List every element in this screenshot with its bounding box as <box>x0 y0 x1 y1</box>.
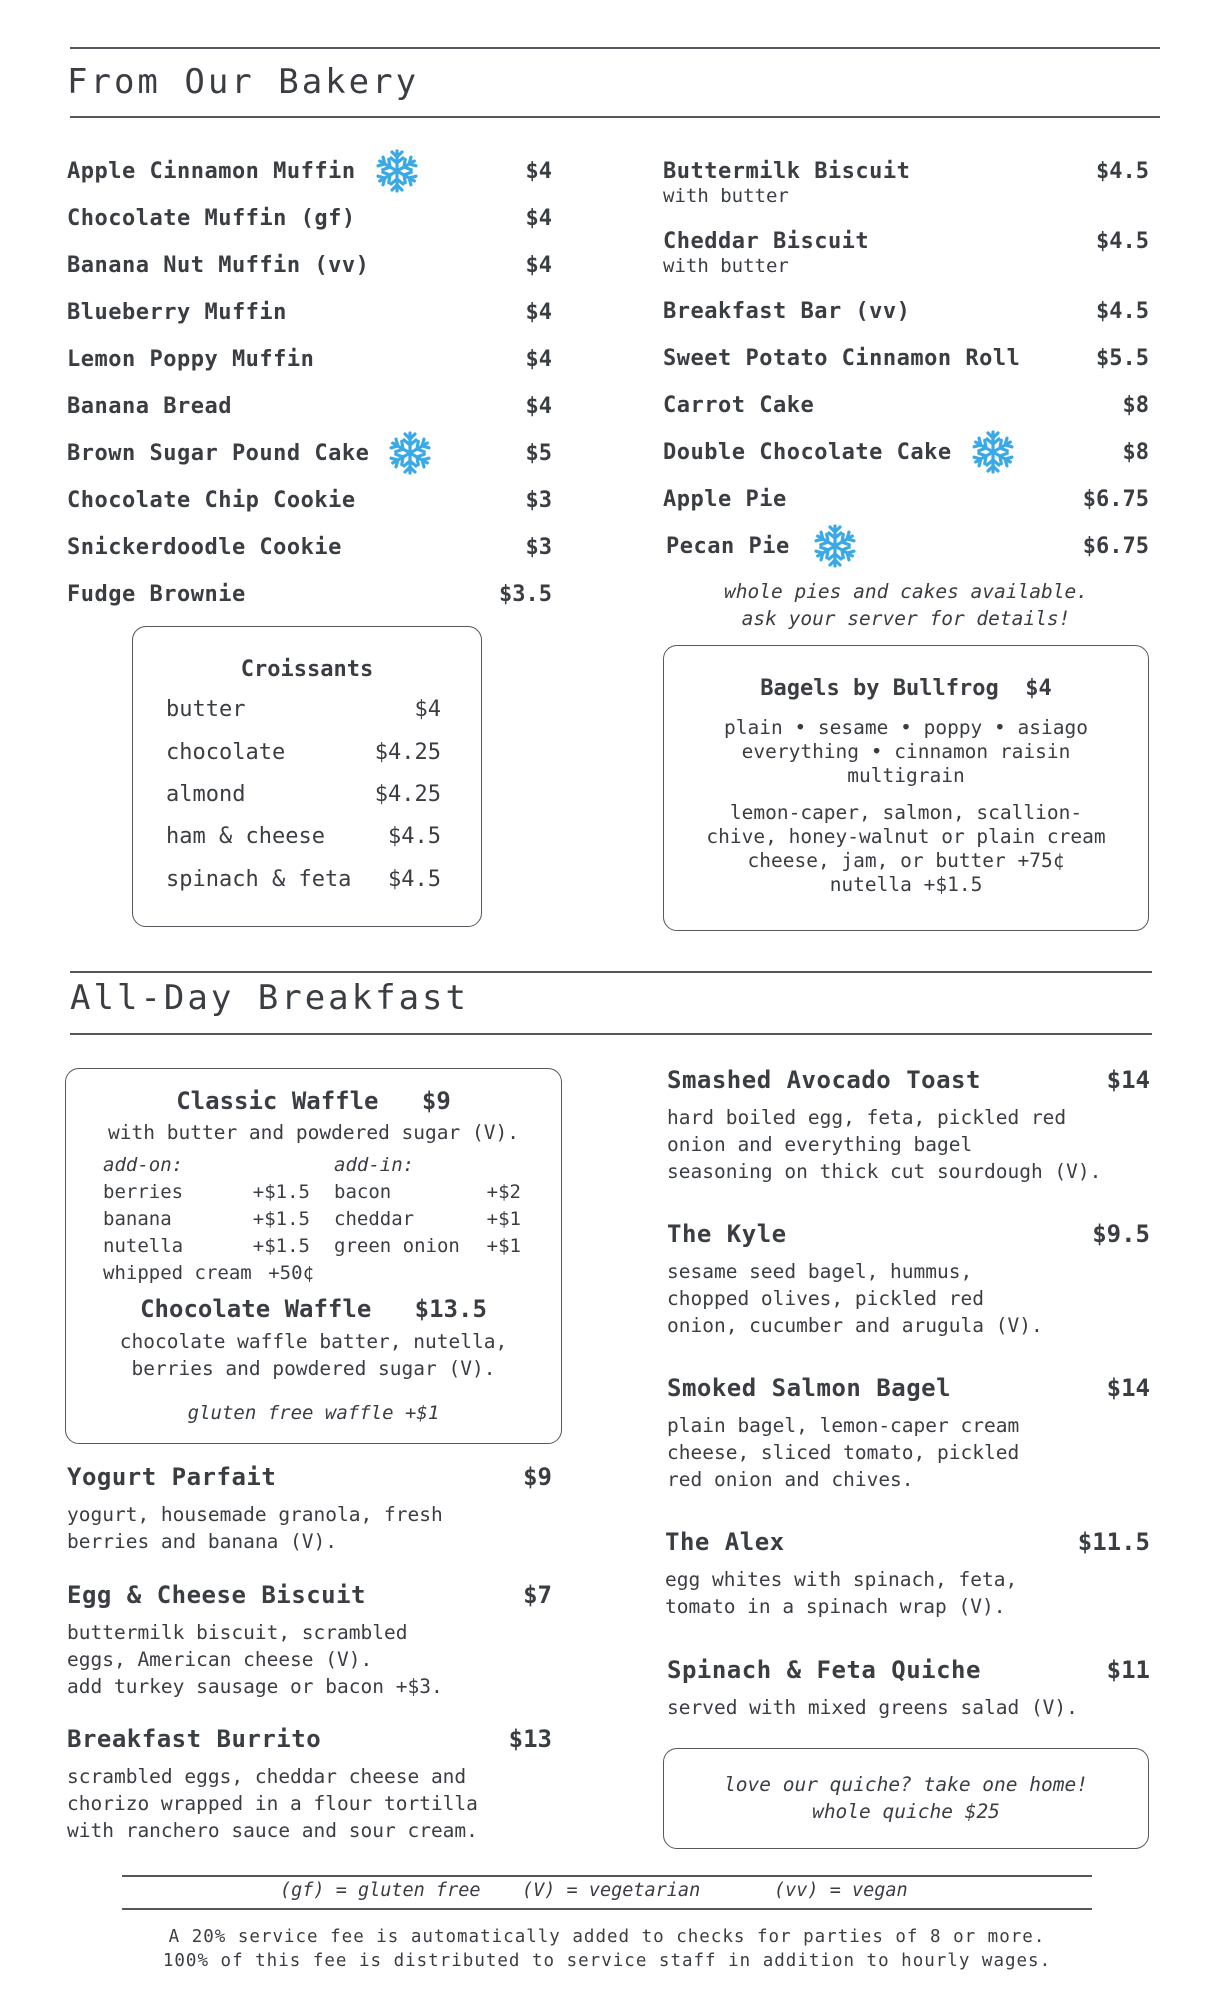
croissant-item <box>166 697 441 722</box>
item-name: The Kyle <box>667 1220 787 1248</box>
item-description-line: sesame seed bagel, hummus, <box>667 1260 973 1283</box>
item-description-line: egg whites with spinach, feta, <box>665 1568 1018 1591</box>
addin-name: bacon <box>334 1181 392 1203</box>
item-description <box>667 1412 1019 1493</box>
bakery-item <box>67 250 552 280</box>
classic-waffle-title-row <box>66 1087 561 1115</box>
item-description-line: buttermilk biscuit, scrambled <box>67 1621 408 1644</box>
item-price: $14 <box>1106 1066 1150 1094</box>
croissant-item <box>166 824 441 849</box>
item-description <box>667 1258 1043 1339</box>
addin-name: cheddar <box>334 1208 415 1230</box>
item-description-line: add turkey sausage or bacon +$3. <box>67 1675 443 1698</box>
bakery-item <box>663 390 1149 420</box>
croissant-price: $4.25 <box>374 740 441 765</box>
croissant-price: $4.5 <box>388 824 441 849</box>
croissant-price: $4.5 <box>388 867 441 892</box>
item-price: $4.5 <box>1096 228 1149 254</box>
item-name: Chocolate Muffin (gf) <box>67 205 356 231</box>
addon-name: berries <box>103 1181 184 1203</box>
item-name: Blueberry Muffin <box>67 299 287 325</box>
item-price: $7 <box>523 1581 552 1609</box>
classic-waffle-title: Classic Waffle <box>176 1087 379 1115</box>
item-name: Fudge Brownie <box>67 581 246 607</box>
bakery-item <box>663 226 1149 256</box>
item-price: $4.5 <box>1096 298 1149 324</box>
addin-item <box>334 1181 521 1203</box>
item-name: The Alex <box>665 1528 785 1556</box>
item-price: $11 <box>1106 1656 1150 1684</box>
item-description <box>67 1619 443 1700</box>
item-name: Smoked Salmon Bagel <box>667 1374 952 1402</box>
item-name: Banana Bread <box>67 393 232 419</box>
breakfast-item <box>67 1462 552 1492</box>
item-name: Smashed Avocado Toast <box>667 1066 981 1094</box>
item-name: Banana Nut Muffin (vv) <box>67 252 370 278</box>
addon-name: banana <box>103 1208 172 1230</box>
item-price: $6.75 <box>1082 486 1149 512</box>
item-description-line: berries and banana (V). <box>67 1530 338 1553</box>
section-top-rule <box>70 971 1152 973</box>
breakfast-section-title: All-Day Breakfast <box>70 978 469 1018</box>
breakfast-item <box>667 1065 1150 1095</box>
service-fee-line: A 20% service fee is automatically added to checks for parties of 8 or more. <box>168 1927 1046 1947</box>
addon-name: whipped cream <box>103 1262 252 1284</box>
bakery-item <box>67 485 552 515</box>
bagel-spreads-line: nutella +$1.5 <box>829 873 983 896</box>
croissant-item <box>166 782 441 807</box>
item-description-line: plain bagel, lemon-caper cream <box>667 1414 1020 1437</box>
item-price: $6.75 <box>1082 533 1149 559</box>
croissant-item <box>166 740 441 765</box>
item-subtitle: with butter <box>663 255 789 277</box>
bakery-item <box>663 296 1149 326</box>
breakfast-item <box>665 1527 1150 1557</box>
snowflake-icon <box>970 429 1016 475</box>
whole-pies-note-line1: whole pies and cakes available. <box>724 580 1088 603</box>
item-name: Carrot Cake <box>663 392 815 418</box>
item-price: $9 <box>523 1463 552 1491</box>
croissant-price: $4 <box>414 697 441 722</box>
item-description <box>667 1694 1078 1721</box>
addon-item <box>103 1181 310 1203</box>
item-description-line: cheese, sliced tomato, pickled <box>667 1441 1020 1464</box>
item-name: Brown Sugar Pound Cake <box>67 440 370 466</box>
addon-price: +50¢ <box>268 1262 314 1284</box>
croissant-name: ham & cheese <box>166 824 325 849</box>
item-description-line: tomato in a spinach wrap (V). <box>665 1595 1006 1618</box>
addin-price: +$1 <box>486 1208 521 1230</box>
legend-bottom-rule <box>122 1908 1092 1910</box>
bagel-flavors <box>664 716 1148 788</box>
breakfast-item <box>667 1219 1150 1249</box>
item-name: Chocolate Chip Cookie <box>67 487 356 513</box>
bakery-item <box>67 438 552 468</box>
addin-item <box>334 1235 521 1257</box>
croissant-name: almond <box>166 782 246 807</box>
addon-item <box>103 1235 310 1257</box>
bagel-flavors-line: everything • cinnamon raisin <box>741 740 1071 763</box>
item-description-line: with ranchero sauce and sour cream. <box>67 1819 478 1842</box>
item-name: Apple Cinnamon Muffin <box>67 158 356 184</box>
addin-label: add-in: <box>334 1154 415 1176</box>
item-description <box>67 1763 478 1844</box>
item-description-line: seasoning on thick cut sourdough (V). <box>667 1160 1102 1183</box>
item-description <box>667 1104 1101 1185</box>
section-title-rule <box>70 116 1160 118</box>
service-fee-note <box>0 1925 1214 1973</box>
bakery-item <box>67 532 552 562</box>
item-price: $13 <box>508 1725 552 1753</box>
item-price: $4.5 <box>1096 158 1149 184</box>
item-name: Cheddar Biscuit <box>663 228 870 254</box>
croissant-item <box>166 867 441 892</box>
addon-label: add-on: <box>103 1154 184 1176</box>
bakery-item <box>67 579 552 609</box>
item-price: $4 <box>525 299 552 325</box>
item-price: $3 <box>525 487 552 513</box>
chocolate-waffle-desc-line: berries and powdered sugar (V). <box>131 1357 496 1380</box>
item-name: Snickerdoodle Cookie <box>67 534 342 560</box>
item-name: Double Chocolate Cake <box>663 439 952 465</box>
breakfast-item <box>667 1373 1150 1403</box>
item-price: $4 <box>525 346 552 372</box>
chocolate-waffle-desc-line: chocolate waffle batter, nutella, <box>119 1330 508 1353</box>
snowflake-icon <box>387 430 433 476</box>
item-name: Breakfast Burrito <box>67 1725 322 1753</box>
item-price: $5.5 <box>1096 345 1149 371</box>
item-price: $14 <box>1106 1374 1150 1402</box>
croissant-name: spinach & feta <box>166 867 352 892</box>
bakery-item <box>67 156 552 186</box>
addon-price: +$1.5 <box>252 1208 310 1230</box>
croissant-price: $4.25 <box>374 782 441 807</box>
bakery-item <box>663 343 1149 373</box>
item-description-line: red onion and chives. <box>667 1468 914 1491</box>
item-price: $8 <box>1122 439 1149 465</box>
breakfast-item <box>67 1580 552 1610</box>
item-price: $4 <box>525 205 552 231</box>
item-description-line: served with mixed greens salad (V). <box>667 1696 1078 1719</box>
item-description-line: chopped olives, pickled red <box>667 1287 984 1310</box>
item-price: $4 <box>525 158 552 184</box>
whole-pies-note <box>663 578 1149 632</box>
bagel-spreads-line: cheese, jam, or butter +75¢ <box>747 849 1065 872</box>
item-price: $11.5 <box>1077 1528 1150 1556</box>
croissants-box <box>132 626 482 927</box>
item-price: $3 <box>525 534 552 560</box>
legend-vegan: (vv) = vegan <box>774 1880 908 1901</box>
whole-pies-note-line2: ask your server for details! <box>741 607 1071 630</box>
bagels-box <box>663 645 1149 931</box>
item-price: $4 <box>525 252 552 278</box>
croissant-name: butter <box>166 697 246 722</box>
addin-price: +$2 <box>486 1181 521 1203</box>
addon-price: +$1.5 <box>252 1235 310 1257</box>
item-name: Spinach & Feta Quiche <box>667 1656 981 1684</box>
classic-waffle-desc: with butter and powdered sugar (V). <box>108 1121 519 1144</box>
item-name: Breakfast Bar (vv) <box>663 298 911 324</box>
croissants-title: Croissants <box>240 657 374 682</box>
item-description-line: onion, cucumber and arugula (V). <box>667 1314 1043 1337</box>
breakfast-item <box>667 1655 1150 1685</box>
item-description-line: hard boiled egg, feta, pickled red <box>667 1106 1067 1129</box>
item-name: Buttermilk Biscuit <box>663 158 911 184</box>
item-description <box>665 1566 1017 1620</box>
item-description-line: yogurt, housemade granola, fresh <box>67 1503 443 1526</box>
quiche-box <box>663 1748 1149 1849</box>
bagel-flavors-line: plain • sesame • poppy • asiago <box>724 716 1088 739</box>
quiche-box-text <box>664 1771 1148 1825</box>
bakery-item <box>67 344 552 374</box>
classic-waffle-price: $9 <box>421 1087 451 1115</box>
bakery-item <box>663 484 1149 514</box>
addin-price: +$1 <box>486 1235 521 1257</box>
item-description-line: scrambled eggs, cheddar cheese and <box>67 1765 467 1788</box>
bakery-item <box>67 391 552 421</box>
item-name: Sweet Potato Cinnamon Roll <box>663 345 1021 371</box>
bagel-spreads-line: lemon-caper, salmon, scallion- <box>729 801 1083 824</box>
item-price: $9.5 <box>1092 1220 1150 1248</box>
addon-price: +$1.5 <box>252 1181 310 1203</box>
item-name: Egg & Cheese Biscuit <box>67 1581 366 1609</box>
item-description-line: chorizo wrapped in a flour tortilla <box>67 1792 478 1815</box>
bakery-item <box>67 203 552 233</box>
section-top-rule <box>70 47 1160 49</box>
chocolate-waffle-desc <box>66 1328 561 1382</box>
addon-item <box>103 1262 314 1284</box>
item-name: Pecan Pie <box>666 533 790 559</box>
bakery-item <box>666 531 1149 561</box>
item-description-line: eggs, American cheese (V). <box>67 1648 373 1671</box>
waffle-box <box>65 1068 562 1444</box>
bakery-item <box>663 156 1149 186</box>
addin-name: green onion <box>334 1235 460 1257</box>
item-subtitle: with butter <box>663 185 789 207</box>
service-fee-line: 100% of this fee is distributed to service staff in addition to hourly wages. <box>162 1951 1052 1971</box>
item-name: Yogurt Parfait <box>67 1463 277 1491</box>
addon-name: nutella <box>103 1235 184 1257</box>
item-price: $5 <box>525 440 552 466</box>
item-description-line: onion and everything bagel <box>667 1133 973 1156</box>
bagels-title: Bagels by Bullfrog <box>760 676 999 701</box>
item-name: Lemon Poppy Muffin <box>67 346 315 372</box>
section-title-rule <box>70 1033 1152 1035</box>
chocolate-waffle-price: $13.5 <box>414 1295 487 1323</box>
snowflake-icon <box>812 523 858 569</box>
item-description <box>67 1501 443 1555</box>
legend-vegetarian: (V) = vegetarian <box>522 1880 701 1901</box>
item-price: $8 <box>1122 392 1149 418</box>
item-price: $4 <box>525 393 552 419</box>
bagels-price: $4 <box>1025 676 1052 701</box>
bakery-section-title: From Our Bakery <box>67 62 420 102</box>
chocolate-waffle-title-row <box>66 1295 561 1323</box>
quiche-box-line: whole quiche $25 <box>812 1800 1000 1823</box>
bakery-item <box>663 437 1149 467</box>
legend-gluten-free: (gf) = gluten free <box>280 1880 481 1901</box>
breakfast-item <box>67 1724 552 1754</box>
bagel-flavors-line: multigrain <box>847 764 965 787</box>
bagel-spreads-line: chive, honey-walnut or plain cream <box>706 825 1106 848</box>
legend-top-rule <box>122 1875 1092 1877</box>
bakery-item <box>67 297 552 327</box>
item-name: Apple Pie <box>663 486 787 512</box>
chocolate-waffle-title: Chocolate Waffle <box>140 1295 372 1323</box>
snowflake-icon <box>374 148 420 194</box>
gluten-free-waffle-note: gluten free waffle +$1 <box>187 1402 440 1424</box>
bagel-spreads <box>664 801 1148 897</box>
quiche-box-line: love our quiche? take one home! <box>724 1773 1088 1796</box>
addin-item <box>334 1208 521 1230</box>
item-price: $3.5 <box>499 581 552 607</box>
bagels-title-row <box>664 676 1148 701</box>
addon-item <box>103 1208 310 1230</box>
croissant-name: chocolate <box>166 740 286 765</box>
